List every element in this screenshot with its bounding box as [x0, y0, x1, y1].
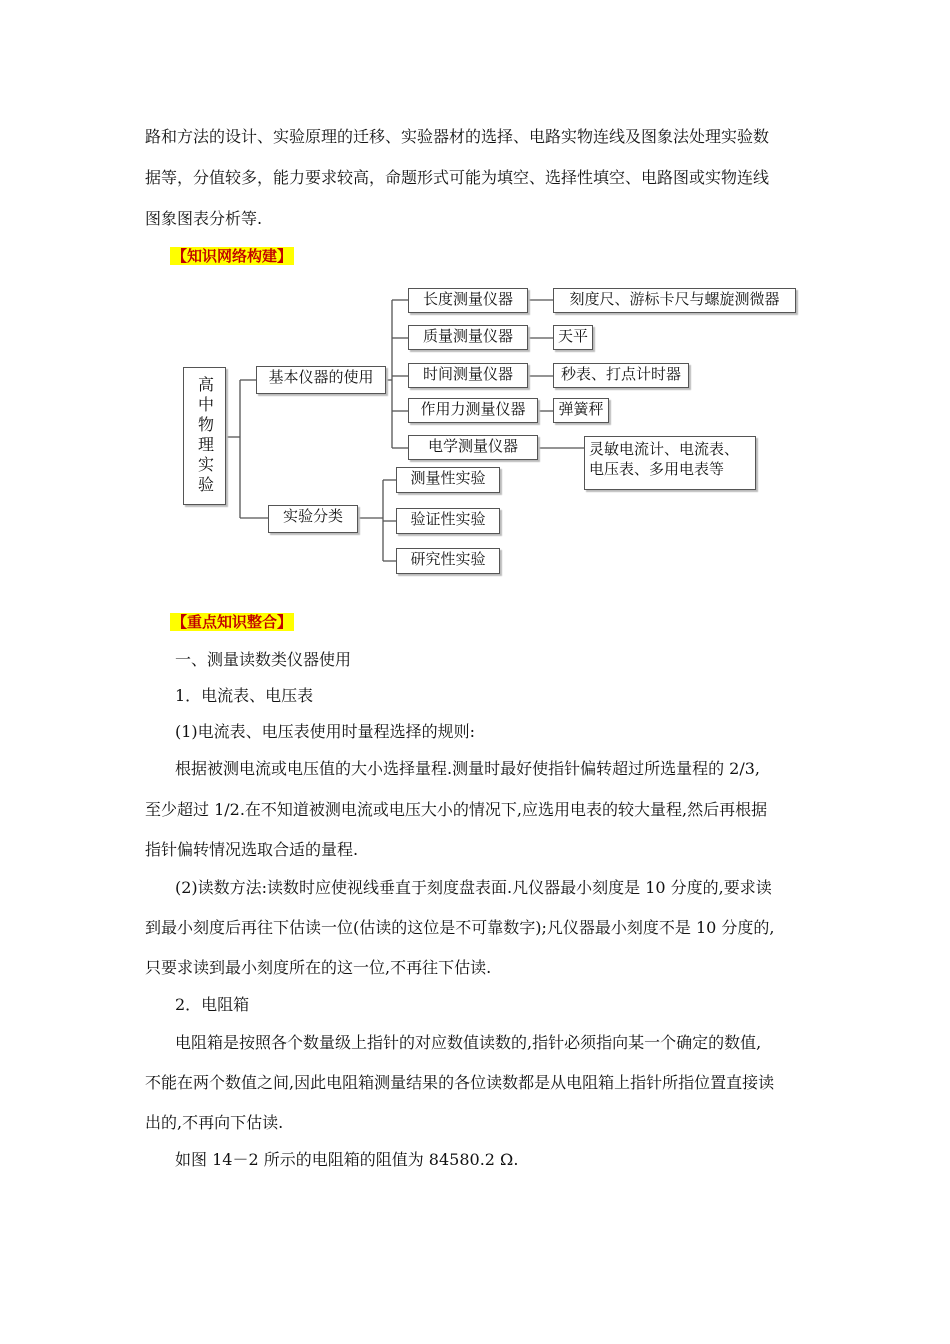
diagram-detail-mass: 天平: [553, 325, 593, 350]
paragraph-1-line-1: 根据被测电流或电压值的大小选择量程.测量时最好使指针偏转超过所选量程的 2/3,: [175, 759, 761, 778]
paragraph-2-line-3: 只要求读到最小刻度所在的这一位,不再往下估读.: [145, 958, 492, 977]
diagram-node-mass-instruments: 质量测量仪器: [408, 325, 528, 350]
diagram-node-length-instruments: 长度测量仪器: [408, 288, 528, 313]
section-heading-key-knowledge: 【重点知识整合】: [172, 613, 293, 631]
diagram-node-electrical-instruments: 电学测量仪器: [408, 435, 538, 460]
diagram-detail-time: 秒表、打点计时器: [553, 363, 689, 388]
paragraph-3-line-1: 电阻箱是按照各个数量级上指针的对应数值读数的,指针必须指向某一个确定的数值,: [175, 1033, 762, 1052]
paragraph-1-line-2: 至少超过 1/2.在不知道被测电流或电压大小的情况下,应选用电表的较大量程,然后再根据: [145, 800, 768, 819]
diagram-detail-length: 刻度尺、游标卡尺与螺旋测微器: [553, 288, 796, 313]
item-title-ammeter-voltmeter: 1．电流表、电压表: [175, 686, 314, 705]
diagram-category-measurement: 测量性实验: [396, 467, 500, 493]
diagram-detail-electrical-line-2: 电压表、多用电表等: [589, 460, 725, 478]
diagram-node-time-instruments: 时间测量仪器: [408, 363, 528, 388]
diagram-detail-electrical: [584, 436, 756, 490]
paragraph-3-line-3: 出的,不再向下估读.: [145, 1113, 284, 1132]
diagram-detail-electrical-line-1: 灵敏电流计、电流表、: [589, 440, 740, 458]
diagram-category-research: 研究性实验: [396, 548, 500, 574]
intro-line-3: 图象图表分析等.: [145, 209, 263, 228]
diagram-branch-experiment-categories: 实验分类: [268, 505, 358, 533]
section-title-instrument-reading: 一、测量读数类仪器使用: [175, 650, 352, 669]
diagram-detail-force: 弹簧秤: [553, 398, 609, 423]
intro-line-1: 路和方法的设计、实验原理的迁移、实验器材的选择、电路实物连线及图象法处理实验数: [145, 127, 770, 146]
paragraph-2-line-2: 到最小刻度后再往下估读一位(估读的这位是不可靠数字);凡仪器最小刻度不是 10 分度的,: [145, 918, 775, 937]
diagram-category-verification: 验证性实验: [396, 508, 500, 534]
diagram-node-force-instruments: 作用力测量仪器: [408, 398, 538, 423]
paragraph-3-line-2: 不能在两个数值之间,因此电阻箱测量结果的各位读数都是从电阻箱上指针所指位置直接读: [145, 1073, 775, 1092]
paragraph-2-line-1: (2)读数方法:读数时应使视线垂直于刻度盘表面.凡仪器最小刻度是 10 分度的,要求读: [175, 878, 772, 897]
item-title-resistance-box: 2．电阻箱: [175, 995, 250, 1014]
diagram-root-high-school-physics-experiments: 高中物理实验: [183, 367, 226, 505]
intro-line-2: 据等，分值较多，能力要求较高，命题形式可能为填空、选择性填空、电路图或实物连线: [145, 168, 770, 187]
subitem-range-selection: (1)电流表、电压表使用时量程选择的规则:: [175, 722, 476, 741]
paragraph-4: 如图 14－2 所示的电阻箱的阻值为 84580.2 Ω.: [175, 1150, 519, 1169]
diagram-branch-basic-instruments: 基本仪器的使用: [256, 366, 386, 394]
paragraph-1-line-3: 指针偏转情况选取合适的量程.: [145, 840, 359, 859]
section-heading-knowledge-network: 【知识网络构建】: [172, 247, 293, 265]
